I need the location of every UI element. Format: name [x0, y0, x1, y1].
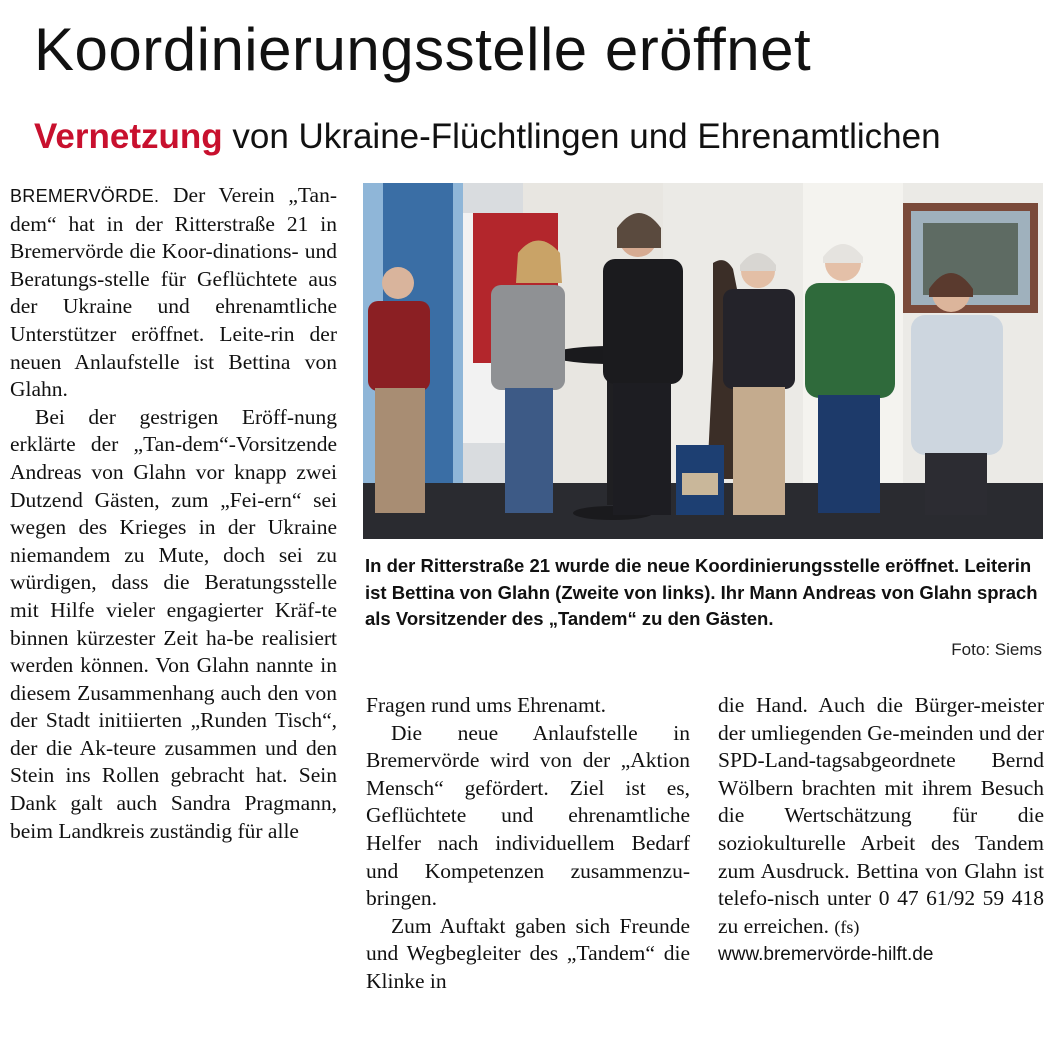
closing-text: die Hand. Auch die Bürger-meister der umliegenden Ge-meinden und der SPD-Land-tagsabgeordnete Bernd Wölbern brachten mit ihrem Besuch die Wertschätzung für die soziokulturelle Arbeit des Tandem zum Ausdruck. Bettina von Glahn ist telefo-nisch unter 0 47 61/92 59 418 zu erreichen. [718, 693, 1044, 938]
photo-caption: In der Ritterstraße 21 wurde die neue Koordinierungsstelle eröffnet. Leiterin ist Bettina von Glahn (Zweite von links). Ihr Mann Andreas von Glahn sprach als Vorsitzender des „Tandem“ zu den Gästen. [365, 555, 1038, 629]
website-url: www.bremervörde-hilft.de [718, 944, 934, 966]
column-1 [10, 182, 337, 845]
photo-illustration [363, 183, 1043, 539]
paragraph: Fragen rund ums Ehrenamt. [366, 693, 607, 717]
lead-text: Der Verein „Tan-dem“ hat in der Ritterstraße 21 in Bremervörde die Koor-dinations- und Beratungs-stelle für Geflüchtete aus der Ukraine und ehrenamtliche Unterstützer eröffnet. Leite-rin der neuen Anlaufstelle ist Bettina von Glahn. [10, 183, 337, 402]
column-2 [366, 692, 690, 996]
column-3 [718, 692, 1044, 969]
paragraph: Zum Auftakt gaben sich Freunde und Wegbegleiter des „Tandem“ die Klinke in [366, 913, 690, 993]
article-photo [363, 183, 1043, 539]
author-initials: (fs) [834, 916, 860, 937]
paragraph: Bei der gestrigen Eröff-nung erklärte der „Tan-dem“-Vorsitzende Andreas von Glahn vor knapp zwei Dutzend Gästen, zum „Fei-ern“ sei wegen des Krieges in der Ukraine niemandem zu Mute, doch sei zu würdigen, dass die Beratungsstelle mit Hilfe vieler engagierter Kräf-te binnen kürzester Zeit ha-be realisiert werden können. Von Glahn nannte in diesem Zusammenhang auch den von der Stadt initiierten „Runden Tisch“, der die Ak-teure zusammen und den Stein ins Rollen gebracht hat. Sein Dank galt auch Sandra Pragmann, beim Landkreis zuständig für alle [10, 404, 337, 843]
subheadline [34, 112, 1044, 162]
subheadline-text: von Ukraine-Flüchtlingen und Ehrenamtlichen [222, 117, 941, 156]
dateline: BREMERVÖRDE. [10, 186, 160, 206]
photo-credit: Foto: Siems [951, 640, 1042, 659]
paragraph [718, 692, 1044, 941]
headline: Koordinierungsstelle eröffnet [34, 16, 812, 83]
paragraph: Die neue Anlaufstelle in Bremervörde wird von der „Aktion Mensch“ gefördert. Ziel ist es, Geflüchtete und ehrenamtliche Helfer nach individuellem Bedarf und Kompetenzen zusammenzu-bringen. [366, 720, 690, 911]
kicker: Vernetzung [34, 117, 223, 156]
paragraph [10, 182, 337, 404]
